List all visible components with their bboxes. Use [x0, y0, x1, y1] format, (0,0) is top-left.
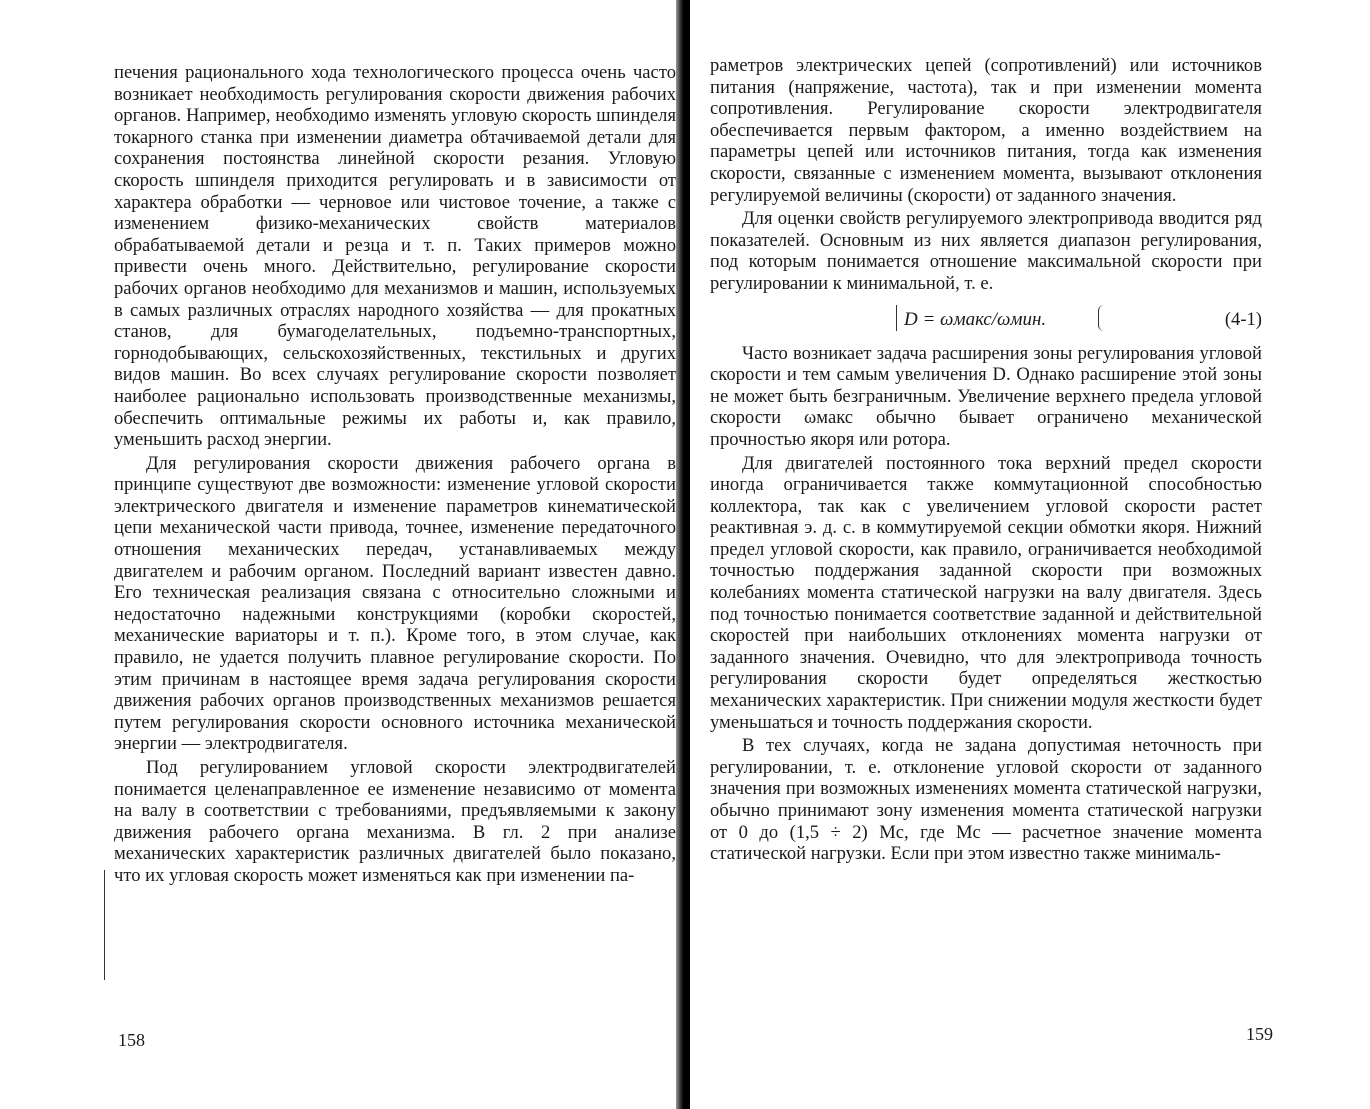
- left-paragraph-3: Под регулированием угловой скорости электродвигателей понимается целенаправленное ее изменение независимо от момента на валу в соответствии с требованиями, предъявляемыми к закону движения рабочего органа механизма. В гл. 2 при анализе механических характеристик различных двигателей было показано, что их угловая скорость может изменяться как при изменении па-: [114, 757, 676, 886]
- left-page: [0, 0, 684, 1109]
- right-paragraph-5: В тех случаях, когда не задана допустимая неточность при регулировании, т. е. отклонение угловой скорости от заданного значения при возможных изменениях момента статической нагрузки, обычно принимают зону изменения момента статической нагрузки от 0 до (1,5 ÷ 2) Mс, где Mс — расчетное значение момента статической нагрузки. Если при этом известно также минималь-: [710, 735, 1262, 865]
- left-paragraph-2: Для регулирования скорости движения рабочего органа в принципе существуют две возможности: изменение угловой скорости электрического двигателя и изменение параметров кинематической цепи механической части привода, точнее, изменение передаточного отношения механических передач, устанавливаемых между двигателем и рабочим органом. Последний вариант известен давно. Его техническая реализация связана с относительно сложными и недостаточно надежными конструкциями (коробки скоростей, механические вариаторы и т. п.). Кроме того, в этом случае, как правило, не удается получить плавное регулирование скорости. По этим причинам в настоящее время задача регулирования скорости движения рабочих органов производственных механизмов решается путем регулирования скорости основного источника механической энергии — электродвигателя.: [114, 452, 676, 755]
- right-paragraph-3: Часто возникает задача расширения зоны регулирования угловой скорости и тем самым увеличения D. Однако расширение этой зоны не может быть безграничным. Увеличение верхнего предела угловой скорости ωмакс обычно бывает ограничено механической прочностью якоря или ротора.: [710, 342, 1262, 450]
- book-gutter: [676, 0, 690, 1109]
- left-page-text: [114, 62, 676, 887]
- right-page-number: 159: [1246, 1024, 1273, 1044]
- formula-block: [710, 301, 1262, 339]
- margin-pencil-mark: [104, 870, 111, 980]
- formula-number: (4-1): [1224, 308, 1262, 330]
- formula-left-mark: [896, 305, 899, 331]
- right-page: [690, 0, 1370, 1109]
- right-paragraph-1: раметров электрических цепей (сопротивлений) или источников питания (напряжение, частота), так и при изменении момента сопротивления. Регулирование скорости электродвигателя обеспечивается первым фактором, а именно воздействием на параметры цепей или источников питания, тогда как изменения скорости, связанные с изменением момента, вызывают отклонения регулируемой величины (скорости) от заданного значения.: [710, 55, 1262, 206]
- right-page-text: [710, 55, 1262, 865]
- formula-right-mark: [1098, 305, 1105, 331]
- right-paragraph-4: Для двигателей постоянного тока верхний предел скорости иногда ограничивается также коммутационной способностью коллектора, так как с увеличением угловой скорости растет реактивная э. д. с. в коммутируемой секции обмотки якоря. Нижний предел угловой скорости, как правило, ограничивается необходимой точностью поддержания заданной скорости при возможных колебаниях момента статической нагрузки на валу двигателя. Здесь под точностью понимается соответствие заданной и действительной скоростей при наибольших отклонениях момента нагрузки от заданного значения. Очевидно, что для электропривода точность регулирования скорости будет определяться жесткостью механических характеристик. При снижении модуля жесткости будет уменьшаться и точность поддержания скорости.: [710, 452, 1262, 733]
- formula: D = ωмакс/ωмин.: [904, 308, 1047, 330]
- left-paragraph-1: печения рационального хода технологического процесса очень часто возникает необходимость регулирования скорости движения рабочих органов. Например, необходимо изменять угловую скорость шпинделя токарного станка при изменении диаметра обтачиваемой детали для сохранения постоянства линейной скорости резания. Угловую скорость шпинделя приходится регулировать и в зависимости от характера обработки — черновое или чистовое точение, а также с изменением физико-механических свойств материалов обрабатываемой детали и резца и т. п. Таких примеров можно привести очень много. Действительно, регулирование скорости рабочих органов необходимо для механизмов и машин, используемых в самых различных отраслях народного хозяйства — для прокатных станов, для бумагоделательных, подъемно-транспортных, горнодобывающих, сельскохозяйственных, текстильных и других видов машин. Во всех случаях регулирование скорости позволяет наиболее рационально использовать производственные механизмы, обеспечить оптимальные режимы их работы и, как правило, уменьшить расход энергии.: [114, 62, 676, 451]
- right-paragraph-2: Для оценки свойств регулируемого электропривода вводится ряд показателей. Основным из них является диапазон регулирования, под которым понимается отношение максимальной скорости при регулировании к минимальной, т. е.: [710, 208, 1262, 294]
- left-page-number: 158: [118, 1030, 145, 1050]
